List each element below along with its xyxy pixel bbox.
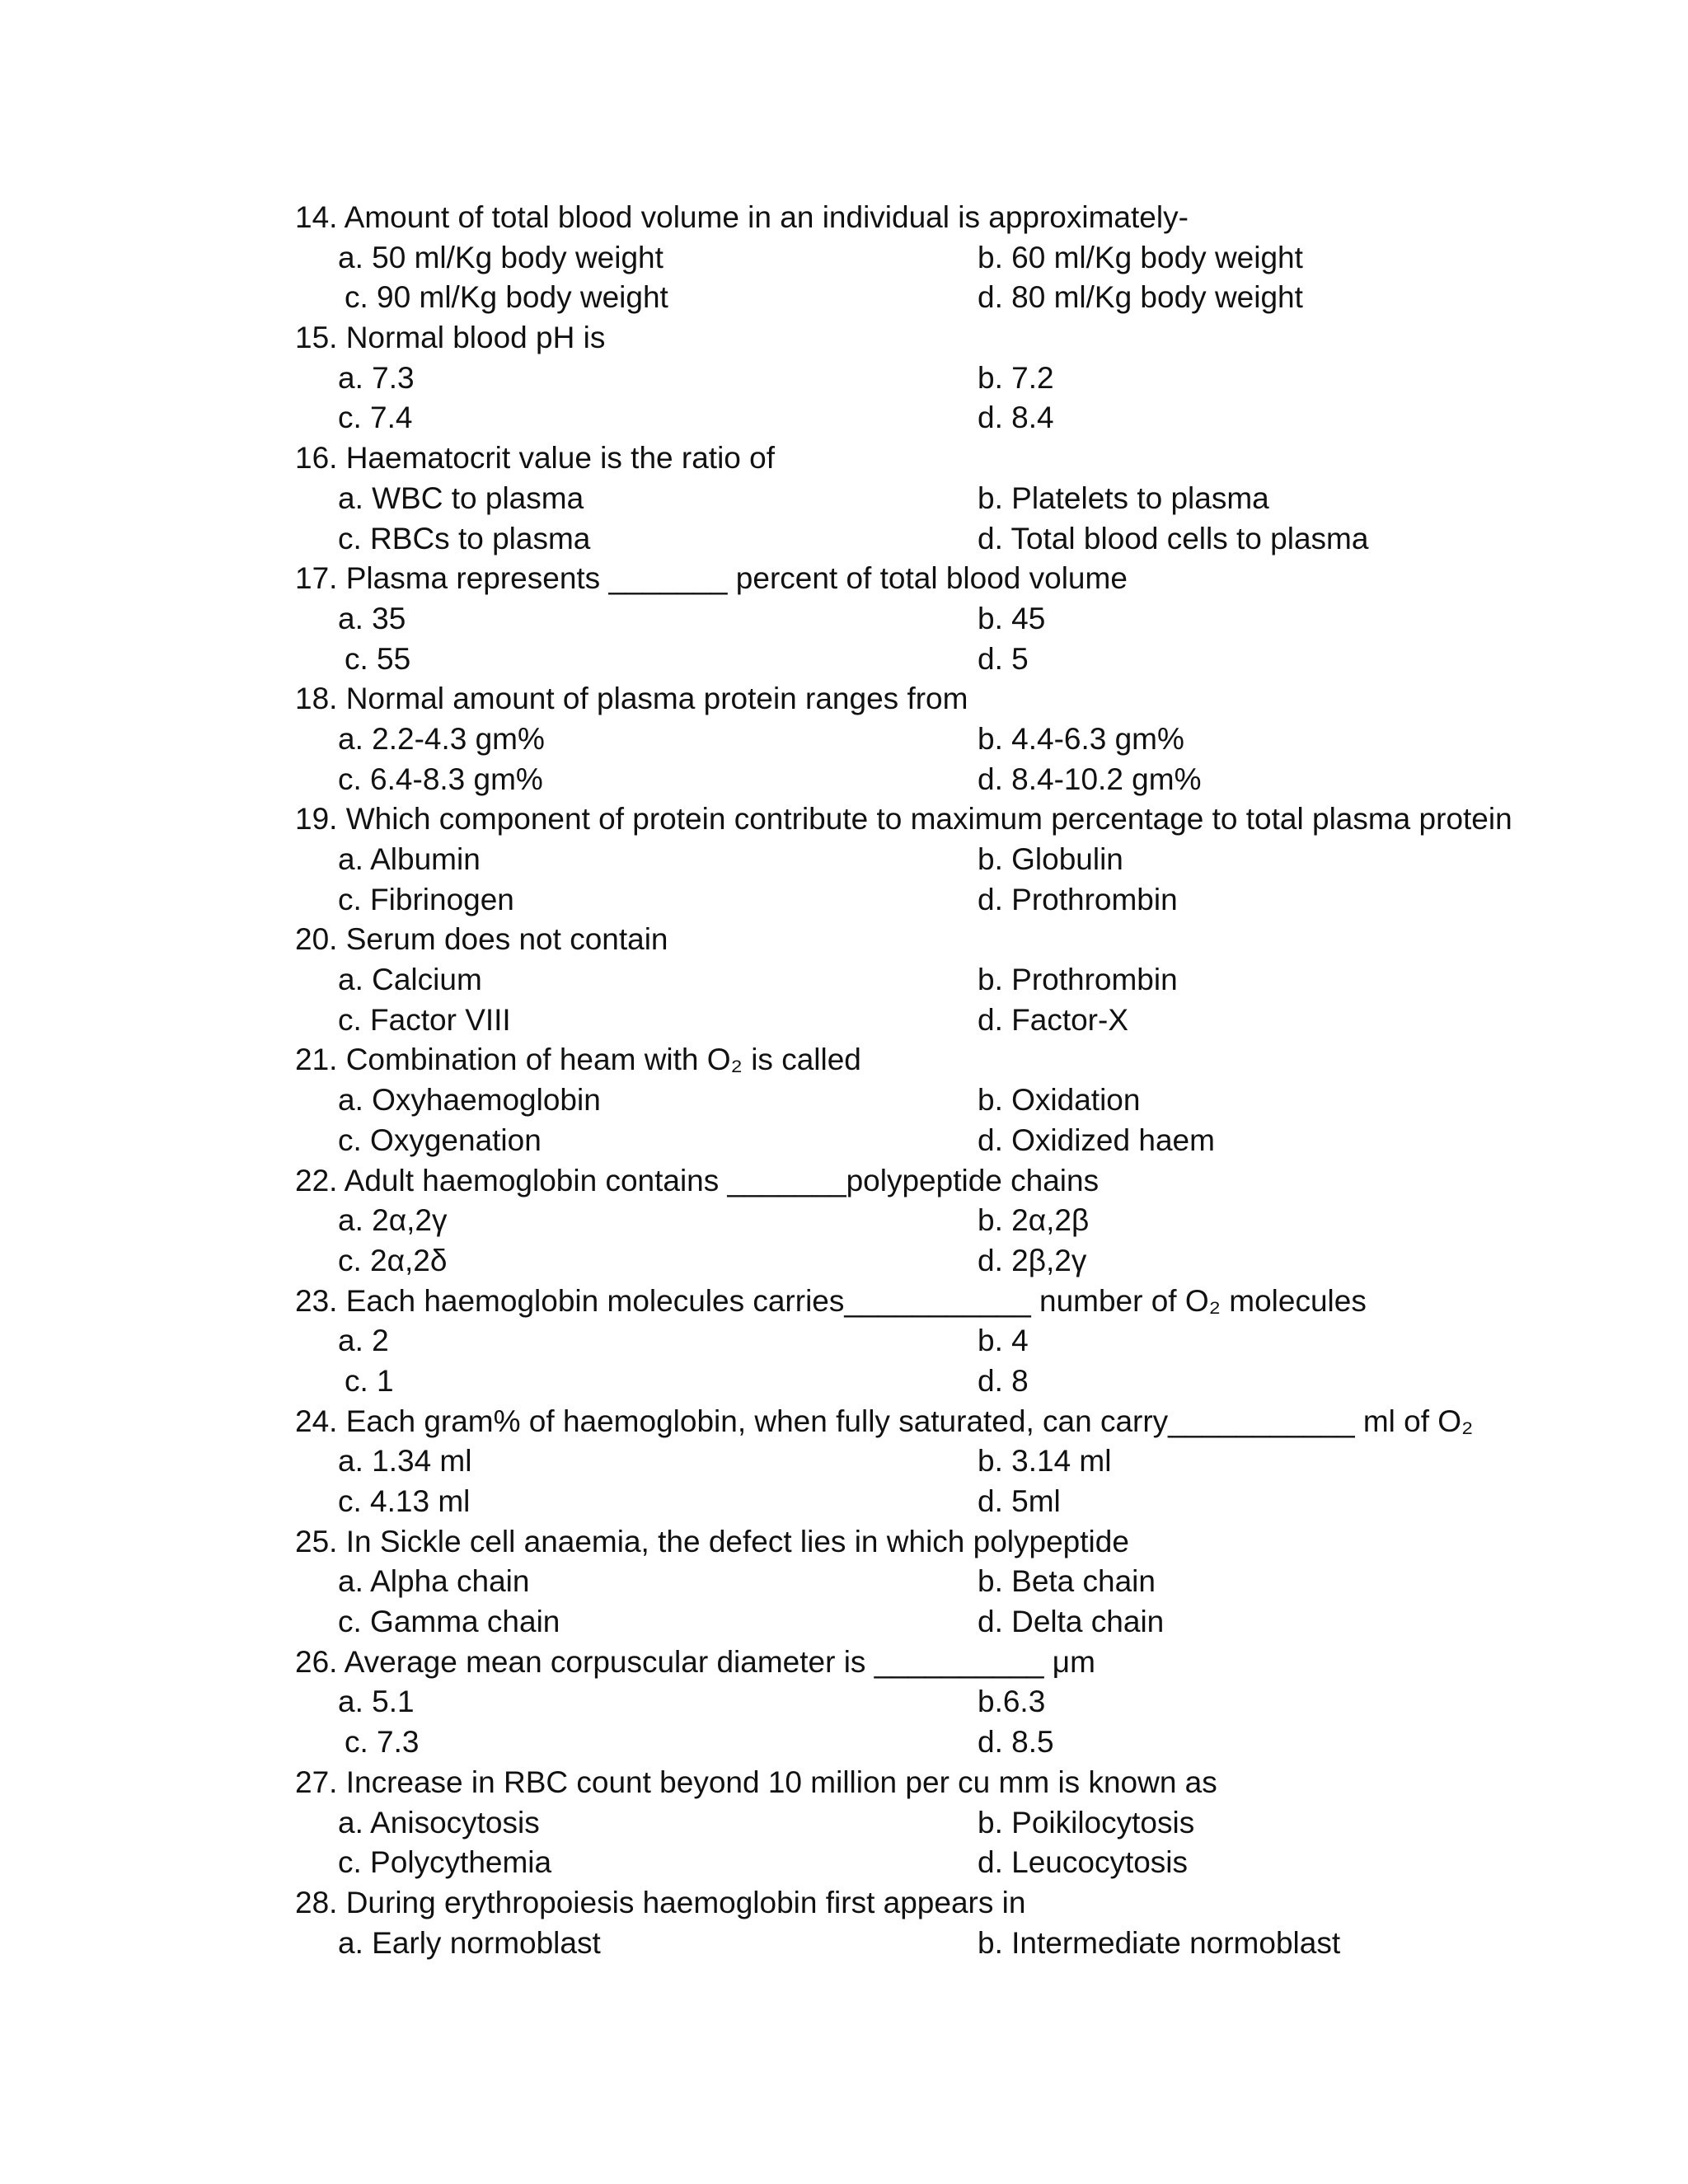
question-stem: 27. Increase in RBC count beyond 10 million per cu mm is known as — [295, 1765, 1217, 1799]
option-left: a. Anisocytosis — [338, 1805, 540, 1840]
option-right: b. Poikilocytosis — [978, 1805, 1195, 1840]
option-right: b. 4.4-6.3 gm% — [978, 721, 1184, 756]
option-row — [295, 840, 1581, 880]
question-stem: 28. During erythropoiesis haemoglobin first appears in — [295, 1885, 1026, 1919]
option-right: d. 8.5 — [978, 1725, 1054, 1760]
option-row — [295, 1924, 1581, 1964]
question-block — [295, 1161, 1581, 1282]
option-row — [295, 599, 1581, 640]
option-right: b. 45 — [978, 601, 1046, 635]
question-stem: 14. Amount of total blood volume in an individual is approximately- — [295, 200, 1189, 234]
question-stem: 15. Normal blood pH is — [295, 321, 606, 355]
option-left: c. 90 ml/Kg body weight — [345, 280, 668, 315]
option-right: d. Oxidized haem — [978, 1122, 1215, 1157]
option-left: c. Oxygenation — [338, 1122, 542, 1157]
option-right: b. 3.14 ml — [978, 1444, 1112, 1479]
question-block — [295, 1763, 1581, 1883]
question-block — [295, 438, 1581, 559]
option-right: d. 5 — [978, 641, 1029, 676]
option-left: a. Albumin — [338, 842, 481, 876]
question-block — [295, 1522, 1581, 1643]
question-block — [295, 1883, 1581, 1963]
option-left: a. Early normoblast — [338, 1925, 601, 1960]
question-block — [295, 198, 1581, 318]
option-left: c. 6.4-8.3 gm% — [338, 762, 543, 796]
option-row — [295, 960, 1581, 1001]
option-left: c. 2α,2δ — [338, 1243, 448, 1277]
option-left: c. 4.13 ml — [338, 1484, 471, 1518]
question-stem: 24. Each gram% of haemoglobin, when fully saturated, can carry___________ ml of O₂ — [295, 1404, 1474, 1438]
option-left: a. WBC to plasma — [338, 480, 584, 515]
option-right: d. 5ml — [978, 1484, 1061, 1518]
question-block — [295, 1040, 1581, 1160]
option-right: d. Total blood cells to plasma — [978, 521, 1369, 555]
option-row — [295, 1001, 1581, 1041]
option-left: c. 7.3 — [345, 1725, 420, 1760]
question-block — [295, 1402, 1581, 1522]
option-row — [295, 1201, 1581, 1241]
option-left: a. 50 ml/Kg body weight — [338, 240, 663, 274]
question-stem: 21. Combination of heam with O₂ is called — [295, 1043, 861, 1077]
question-stem: 20. Serum does not contain — [295, 922, 668, 957]
option-left: c. Factor VIII — [338, 1002, 511, 1037]
option-right: b. Globulin — [978, 842, 1123, 876]
option-left: a. 5.1 — [338, 1685, 415, 1719]
question-stem: 17. Plasma represents _______ percent of total blood volume — [295, 561, 1128, 596]
option-row — [295, 1803, 1581, 1844]
option-left: c. Polycythemia — [338, 1845, 552, 1880]
option-row — [295, 1441, 1581, 1482]
option-right: b. Platelets to plasma — [978, 480, 1269, 515]
option-row — [295, 278, 1581, 318]
option-row — [295, 398, 1581, 438]
question-list — [295, 198, 1581, 1963]
option-right: d. 8.4 — [978, 401, 1054, 435]
option-right: d. 8 — [978, 1363, 1029, 1398]
option-left: c. 7.4 — [338, 401, 413, 435]
option-row — [295, 359, 1581, 399]
option-row — [295, 719, 1581, 760]
option-row — [295, 1241, 1581, 1282]
question-stem: 16. Haematocrit value is the ratio of — [295, 441, 776, 476]
option-left: a. 7.3 — [338, 360, 415, 395]
option-right: b. Beta chain — [978, 1564, 1156, 1599]
option-left: a. 2.2-4.3 gm% — [338, 721, 545, 756]
question-block — [295, 1282, 1581, 1402]
option-right: b. Intermediate normoblast — [978, 1925, 1341, 1960]
option-row — [295, 479, 1581, 519]
option-left: a. Oxyhaemoglobin — [338, 1083, 601, 1118]
option-right: d. Factor-X — [978, 1002, 1128, 1037]
question-block — [295, 318, 1581, 438]
question-stem: 19. Which component of protein contribute to maximum percentage to total plasma protein — [295, 802, 1512, 837]
option-row — [295, 640, 1581, 680]
option-right: b.6.3 — [978, 1685, 1046, 1719]
option-left: c. 1 — [345, 1363, 394, 1398]
option-left: a. 2α,2γ — [338, 1203, 448, 1238]
option-left: c. Fibrinogen — [338, 882, 514, 916]
option-row — [295, 760, 1581, 800]
option-row — [295, 880, 1581, 921]
question-stem: 25. In Sickle cell anaemia, the defect lies in which polypeptide — [295, 1524, 1129, 1558]
option-right: b. Prothrombin — [978, 963, 1178, 997]
option-row — [295, 519, 1581, 560]
option-row — [295, 1482, 1581, 1522]
question-block — [295, 679, 1581, 799]
option-left: c. RBCs to plasma — [338, 521, 591, 555]
option-row — [295, 1843, 1581, 1883]
option-row — [295, 1602, 1581, 1643]
option-left: c. Gamma chain — [338, 1605, 560, 1639]
question-block — [295, 799, 1581, 920]
option-row — [295, 238, 1581, 279]
question-stem: 18. Normal amount of plasma protein ranges from — [295, 682, 968, 716]
option-row — [295, 1562, 1581, 1602]
option-right: d. Delta chain — [978, 1605, 1165, 1639]
option-right: b. 60 ml/Kg body weight — [978, 240, 1303, 274]
question-block — [295, 920, 1581, 1040]
option-right: b. 7.2 — [978, 360, 1054, 395]
question-stem: 22. Adult haemoglobin contains _______polypeptide chains — [295, 1163, 1100, 1197]
option-left: a. 1.34 ml — [338, 1444, 472, 1479]
option-right: b. Oxidation — [978, 1083, 1141, 1118]
option-right: b. 4 — [978, 1324, 1029, 1358]
option-right: d. Prothrombin — [978, 882, 1178, 916]
option-row — [295, 1321, 1581, 1361]
question-block — [295, 559, 1581, 679]
option-left: c. 55 — [345, 641, 411, 676]
option-left: a. Calcium — [338, 963, 482, 997]
option-row — [295, 1682, 1581, 1722]
option-right: b. 2α,2β — [978, 1203, 1090, 1238]
option-right: d. 8.4-10.2 gm% — [978, 762, 1202, 796]
option-row — [295, 1080, 1581, 1121]
question-stem: 23. Each haemoglobin molecules carries___________ number of O₂ molecules — [295, 1283, 1367, 1318]
option-row — [295, 1722, 1581, 1763]
option-left: a. 35 — [338, 601, 406, 635]
option-left: a. Alpha chain — [338, 1564, 530, 1599]
option-right: d. 80 ml/Kg body weight — [978, 280, 1303, 315]
option-left: a. 2 — [338, 1324, 389, 1358]
option-row — [295, 1361, 1581, 1402]
question-stem: 26. Average mean corpuscular diameter is __________ μm — [295, 1644, 1095, 1679]
question-block — [295, 1643, 1581, 1763]
option-row — [295, 1121, 1581, 1161]
option-right: d. 2β,2γ — [978, 1243, 1087, 1277]
option-right: d. Leucocytosis — [978, 1845, 1189, 1880]
